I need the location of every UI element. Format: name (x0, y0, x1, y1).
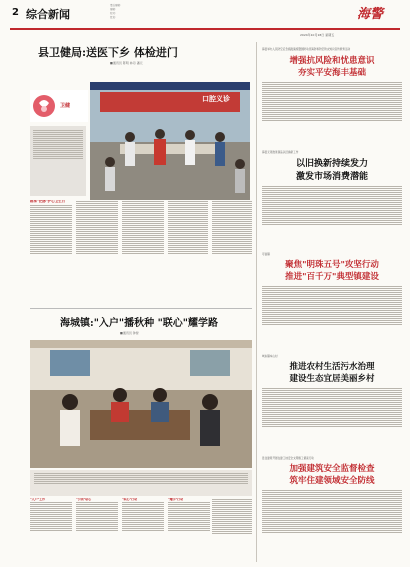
lead-body-col-2 (76, 200, 118, 305)
feature-body-col-4 (168, 498, 210, 564)
feature-subhead: "入户"工作 (30, 498, 46, 501)
feature-photo (30, 340, 252, 468)
right-article-2 (262, 150, 402, 250)
classroom-meeting-photo (30, 340, 252, 468)
section-title: 综合新闻 (26, 8, 70, 21)
right-article-3 (262, 252, 402, 352)
right-kicker: 可信镇 (262, 253, 270, 256)
right-headline-line-2: 夯实平安海丰基础 (297, 67, 366, 78)
right-headline-line-2: 推进"百千万"典型镇建设 (285, 272, 379, 282)
right-headline-line-1: 聚焦"明珠五号"攻坚行动 (285, 260, 379, 270)
right-kicker: 海县举办人民防空应急疏散演练暨国防动员海防和防空防灾知识宣传教育活动 (262, 48, 351, 51)
page-number: 2 (12, 7, 19, 18)
feature-byline: ■通讯员 钟智 (120, 331, 139, 335)
right-headline-line-1: 以旧换新持续发力 (295, 159, 368, 169)
right-article-4 (262, 354, 402, 454)
editor-line: 校对: (110, 12, 116, 15)
lead-subhead: 精准"把脉"护心卫生日 (30, 200, 66, 203)
feature-body-col-2 (76, 498, 118, 564)
feature-caption-box (30, 470, 252, 496)
lead-summary-box (30, 126, 86, 196)
lead-body-col-4 (168, 200, 208, 305)
masthead-rule (10, 28, 400, 30)
lead-body-col-3 (122, 200, 164, 305)
feature-body-col-5 (212, 498, 252, 564)
right-headline-line-1: 加强建筑安全监督检查 (289, 464, 375, 474)
lead-photo (90, 82, 250, 200)
right-kicker: 县住建局开展在建工地安全文明施工督查行动 (262, 457, 314, 460)
right-article-1 (262, 48, 402, 148)
date-line: 2024年10月18日 星期五 (300, 33, 335, 37)
feature-subhead: "耀学"行动 (168, 498, 184, 501)
health-logo-caption: 卫健 (60, 103, 71, 109)
right-headline-line-1: 增强抗风险和忧患意识 (289, 55, 375, 66)
editor-line: 责任编辑: (110, 4, 121, 7)
right-headline-line-2: 建设生态宜居美丽乡村 (289, 374, 375, 384)
right-headline-line-2: 筑牢住建领域安全防线 (289, 476, 375, 486)
right-kicker: 海县元宵推进商品以旧换新工作 (262, 151, 299, 154)
feature-subhead: "联心"行动 (122, 498, 138, 501)
lead-body-col-5 (212, 200, 252, 305)
banner-text: 口腔义诊 (202, 95, 230, 103)
lead-byline: ■通讯员 陈明 林丹 潘元 (110, 61, 143, 65)
health-logo-box (30, 90, 88, 122)
health-logo-icon (30, 90, 88, 122)
editor-line: 签发: (110, 16, 116, 19)
lead-body-col-1 (30, 200, 72, 305)
lead-headline: 县卫健局:送医下乡 体检进门 (38, 46, 178, 59)
masthead (0, 0, 410, 42)
right-column-divider (256, 42, 257, 562)
right-kicker: 城东镇本山村 (262, 355, 278, 358)
right-headline-line-2: 激发市场消费潜能 (295, 172, 368, 182)
feature-headline: 海城镇:"入户"播秋种 "联心"耀学路 (60, 318, 219, 329)
editors-box (110, 4, 180, 20)
paper-name: 海警 (357, 7, 384, 22)
editor-line: 编辑: (110, 8, 116, 11)
feature-subhead: "引领"联心 (76, 498, 92, 501)
feature-body-col-3 (122, 498, 164, 564)
feature-body-col-1 (30, 498, 72, 564)
right-headline-line-1: 推进农村生活污水治理 (289, 362, 375, 372)
right-article-5 (262, 456, 402, 564)
